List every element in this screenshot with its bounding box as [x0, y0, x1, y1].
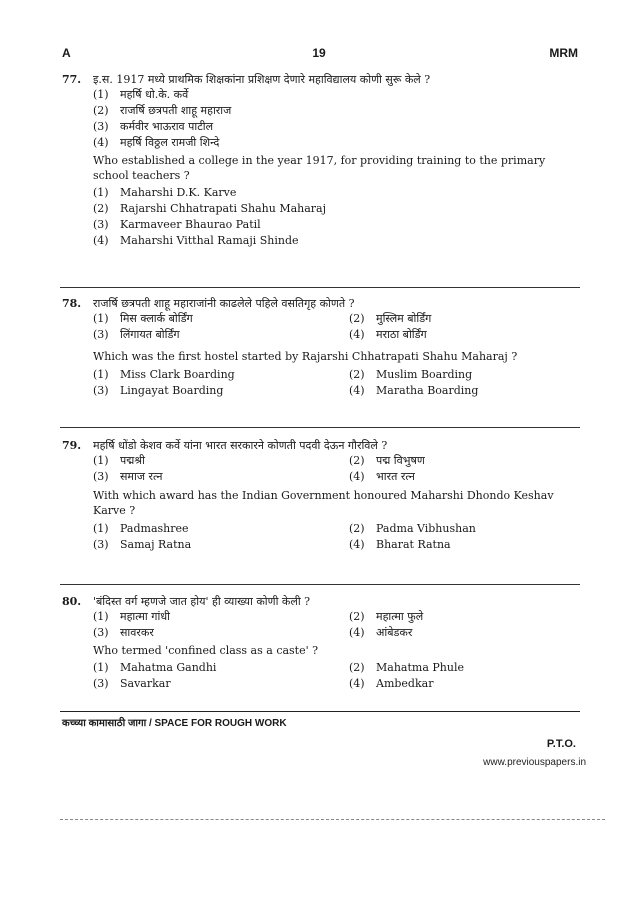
- option-marathi: (3) कर्मवीर भाऊराव पाटील: [93, 120, 214, 133]
- question-77: [62, 72, 582, 249]
- question-79: [62, 438, 582, 553]
- option-row-english: (3) Savarkar (4) Ambedkar: [93, 677, 434, 690]
- question-divider: [60, 287, 580, 288]
- question-number: 78.: [62, 297, 82, 310]
- option-row-marathi: (1) पद्मश्री (2) पद्म विभुषण: [93, 454, 425, 467]
- question-divider: [60, 584, 580, 585]
- option-row-marathi: (3) लिंगायत बोर्डिंग (4) मराठा बोर्डिंग: [93, 328, 427, 341]
- option-marathi: (2) राजर्षि छत्रपती शाहू महाराज: [93, 104, 232, 117]
- option-english: (3) Karmaveer Bhaurao Patil: [93, 218, 261, 231]
- website-watermark: www.previouspapers.in: [483, 757, 586, 768]
- question-number: 80.: [62, 595, 82, 608]
- option-row-english: (3) Samaj Ratna (4) Bharat Ratna: [93, 538, 451, 551]
- question-text-marathi: महर्षि धोंडो केशव कर्वे यांना भारत सरकारने कोणती पदवी देऊन गौरविले ?: [93, 439, 388, 452]
- question-text-english: With which award has the Indian Government honoured Maharshi Dhondo Keshav Karve ?: [93, 489, 554, 517]
- paper-set-code: A: [62, 46, 71, 60]
- question-number: 77.: [62, 73, 82, 86]
- question-number: 79.: [62, 439, 82, 452]
- question-78: [62, 296, 582, 399]
- option-english: (2) Rajarshi Chhatrapati Shahu Maharaj: [93, 202, 327, 215]
- rough-work-label: कच्च्या कामासाठी जागा / SPACE FOR ROUGH WORK: [62, 718, 287, 729]
- question-text-marathi: राजर्षि छत्रपती शाहू महाराजांनी काढलेले पहिले वसतिगृह कोणते ?: [93, 297, 355, 310]
- option-row-english: (1) Mahatma Gandhi (2) Mahatma Phule: [93, 661, 464, 674]
- rough-work-divider: [60, 711, 580, 712]
- option-row-english: (1) Padmashree (2) Padma Vibhushan: [93, 522, 476, 535]
- option-row-marathi: (1) महात्मा गांधी (2) महात्मा फुले: [93, 610, 424, 623]
- option-row-marathi: (3) सावरकर (4) आंबेडकर: [93, 626, 413, 639]
- option-english: (1) Maharshi D.K. Karve: [93, 186, 237, 199]
- question-divider: [60, 427, 580, 428]
- question-text-english: Who established a college in the year 1917, for providing training to the primary school teachers ?: [93, 154, 546, 182]
- option-row-marathi: (3) समाज रत्न (4) भारत रत्न: [93, 470, 415, 483]
- question-text-marathi: 'बंदिस्त वर्ग म्हणजे जात होय' ही व्याख्या कोणी केली ?: [93, 595, 311, 608]
- question-text-english: Who termed 'confined class as a caste' ?: [93, 644, 319, 657]
- question-80: [62, 594, 582, 692]
- question-text-marathi: इ.स. 1917 मध्ये प्राथमिक शिक्षकांना प्रशिक्षण देणारे महाविद्यालय कोणी सुरू केले ?: [93, 73, 431, 86]
- pto-label: P.T.O.: [546, 738, 576, 750]
- option-marathi: (4) महर्षि विठ्ठल रामजी शिन्दे: [93, 136, 220, 149]
- option-english: (4) Maharshi Vitthal Ramaji Shinde: [93, 234, 299, 247]
- option-row-marathi: (1) मिस क्लार्क बोर्डिंग (2) मुस्लिम बोर्डिंग: [93, 312, 432, 325]
- page-number: 19: [312, 46, 326, 60]
- paper-code: MRM: [549, 46, 578, 60]
- option-row-english: (3) Lingayat Boarding (4) Maratha Boarding: [93, 384, 479, 397]
- scan-artifact-line: [60, 819, 605, 820]
- option-marathi: (1) महर्षि धो.के. कर्वे: [93, 88, 189, 101]
- option-row-english: (1) Miss Clark Boarding (2) Muslim Boarding: [93, 368, 473, 381]
- question-text-english: Which was the first hostel started by Rajarshi Chhatrapati Shahu Maharaj ?: [93, 350, 518, 363]
